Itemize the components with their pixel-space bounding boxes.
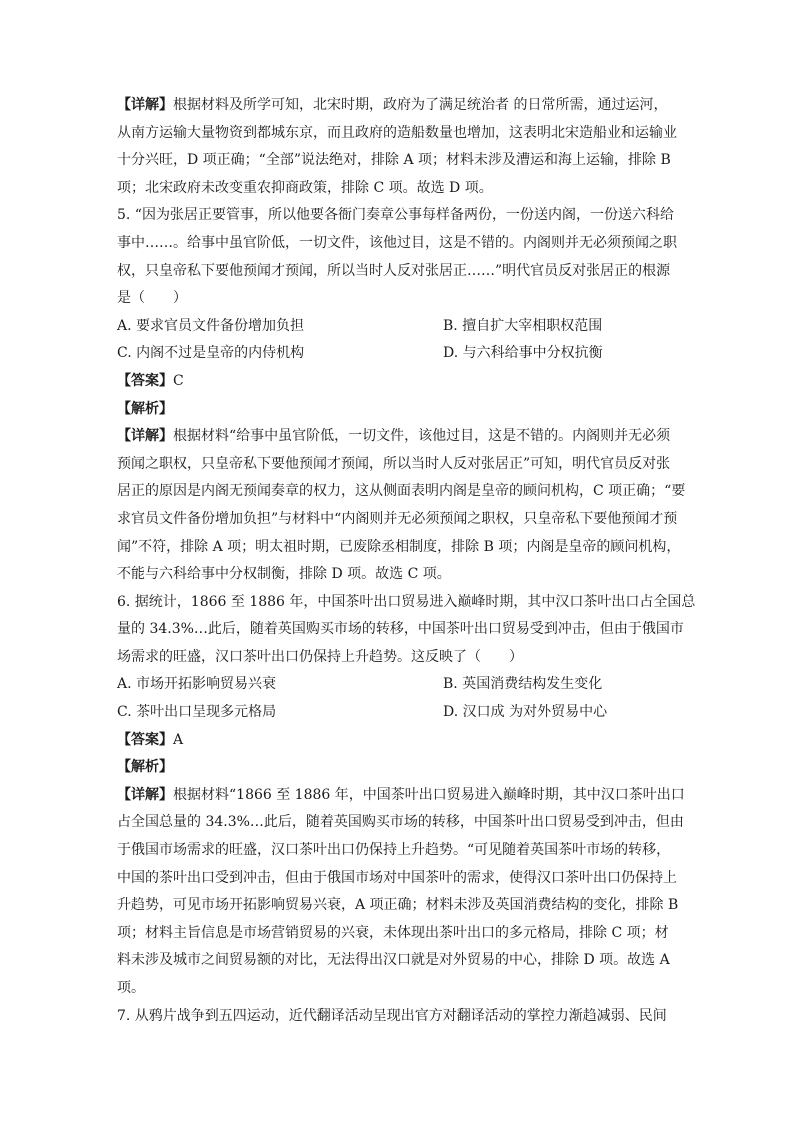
q6-detail-line-2: 占全国总量的 34.3%…此后，随着英国购买市场的转移，中国茶叶出口贸易受到冲击，但由 [117, 814, 684, 831]
q6-analysis-tag: 【解析】 [117, 759, 173, 776]
q5-analysis-tag: 【解析】 [117, 400, 173, 417]
q5-detail-line-3: 居正的原因是内阁无预闻奏章的权力，这从侧面表明内阁是皇帝的顾问机构，C 项正确；“要 [117, 483, 686, 500]
q6-detail-line-6: 项；材料主旨信息是市场营销贸易的兴衰，未体现出茶叶出口的多元格局，排除 C 项；材 [117, 924, 669, 941]
q5-detail-line-4: 求官员文件备份增加负担”与材料中“内阁则并无必须预闻之职权，只皇帝私下要他预闻才预 [117, 510, 678, 527]
q5-answer: 【答案】C [117, 372, 184, 389]
q6-options-row-2 [117, 699, 677, 727]
q5-detail-line-1: 【详解】根据材料“给事中虽官阶低，一切文件，该他过目，这是不错的。内阁则并无必须 [117, 428, 671, 445]
q6-option-b: B. 英国消费结构发生变化 [443, 676, 603, 693]
document-page [117, 92, 696, 1030]
q4-detail-line-3: 十分兴旺，D 项正确；“全部”说法绝对，排除 A 项；材料未涉及漕运和海上运输，排除 B [117, 152, 671, 169]
q5-detail-line-5: 闻”不符，排除 A 项；明太祖时期，已废除丞相制度，排除 B 项；内阁是皇帝的顾问机构， [117, 538, 681, 555]
q6-detail-line-3: 于俄国市场需求的旺盛，汉口茶叶出口仍保持上升趋势。“可见随着英国茶叶市场的转移， [117, 842, 671, 859]
q6-stem-line-2: 量的 34.3%…此后，随着英国购买市场的转移，中国茶叶出口贸易受到冲击，但由于俄国市 [117, 621, 684, 638]
q6-stem-line-1: 6. 据统计，1866 至 1886 年，中国茶叶出口贸易进入巅峰时期，其中汉口茶叶出口占全国总 [117, 593, 696, 610]
q6-detail-line-1: 【详解】根据材料“1866 至 1886 年，中国茶叶出口贸易进入巅峰时期，其中汉口茶叶出口 [117, 786, 685, 803]
q5-options-row-2 [117, 340, 677, 368]
q6-option-c: C. 茶叶出口呈现多元格局 [117, 704, 277, 721]
detail-tag: 【详解】 [117, 97, 173, 113]
q6-option-d: D. 汉口成 为对外贸易中心 [443, 704, 608, 721]
q6-options-row-1 [117, 671, 677, 699]
q4-detail-line-4: 项；北宋政府未改变重农抑商政策，排除 C 项。故选 D 项。 [117, 179, 493, 196]
q7-stem-line-1: 7. 从鸦片战争到五四运动，近代翻译活动呈现出官方对翻译活动的掌控力渐趋减弱、民间 [117, 1007, 667, 1024]
q4-detail-line-1: 【详解】根据材料及所学可知，北宋时期，政府为了满足统治者 的日常所需，通过运河， [117, 97, 668, 113]
q5-detail-line-6: 不能与六科给事中分权制衡，排除 D 项。故选 C 项。 [117, 566, 451, 583]
q6-detail-line-5: 升趋势，可见市场开拓影响贸易兴衰，A 项正确；材料未涉及英国消费结构的变化，排除 B [117, 897, 679, 914]
q5-option-d: D. 与六科给事中分权抗衡 [443, 345, 603, 362]
q6-answer: 【答案】A [117, 731, 184, 748]
q5-detail-line-2: 预闻之职权，只皇帝私下要他预闻才预闻，所以当时人反对张居正”可知，明代官员反对张 [117, 455, 671, 472]
q5-stem-line-4: 是（ ） [117, 290, 187, 307]
q6-detail-line-4: 中国的茶叶出口受到冲击，但由于俄国市场对中国茶叶的需求，使得汉口茶叶出口仍保持上 [117, 869, 677, 886]
q6-detail-line-8: 项。 [117, 980, 145, 996]
q5-stem-line-2: 事中……。给事中虽官阶低，一切文件，该他过目，这是不错的。内阁则并无必须预闻之职 [117, 234, 677, 251]
q5-options-row-1 [117, 313, 677, 341]
q5-option-c: C. 内阁不过是皇帝的内侍机构 [117, 345, 305, 362]
q6-option-a: A. 市场开拓影响贸易兴衰 [117, 676, 277, 693]
q5-stem-line-1: 5. “因为张居正要管事，所以他要各衙门奏章公事每样备两份，一份送内阁，一份送六科给 [117, 207, 674, 224]
q6-stem-line-3: 场需求的旺盛，汉口茶叶出口仍保持上升趋势。这反映了（ ） [117, 648, 523, 665]
q5-option-b: B. 擅自扩大宰相职权范围 [443, 317, 603, 334]
q4-detail-line-2: 从南方运输大量物资到都城东京，而且政府的造船数量也增加，这表明北宋造船业和运输业 [117, 124, 677, 141]
q5-option-a: A. 要求官员文件备份增加负担 [117, 317, 305, 334]
q6-detail-line-7: 料未涉及城市之间贸易额的对比，无法得出汉口就是对外贸易的中心，排除 D 项。故选 A [117, 952, 670, 969]
q5-stem-line-3: 权，只皇帝私下要他预闻才预闻，所以当时人反对张居正……”明代官员反对张居正的根源 [117, 262, 671, 279]
